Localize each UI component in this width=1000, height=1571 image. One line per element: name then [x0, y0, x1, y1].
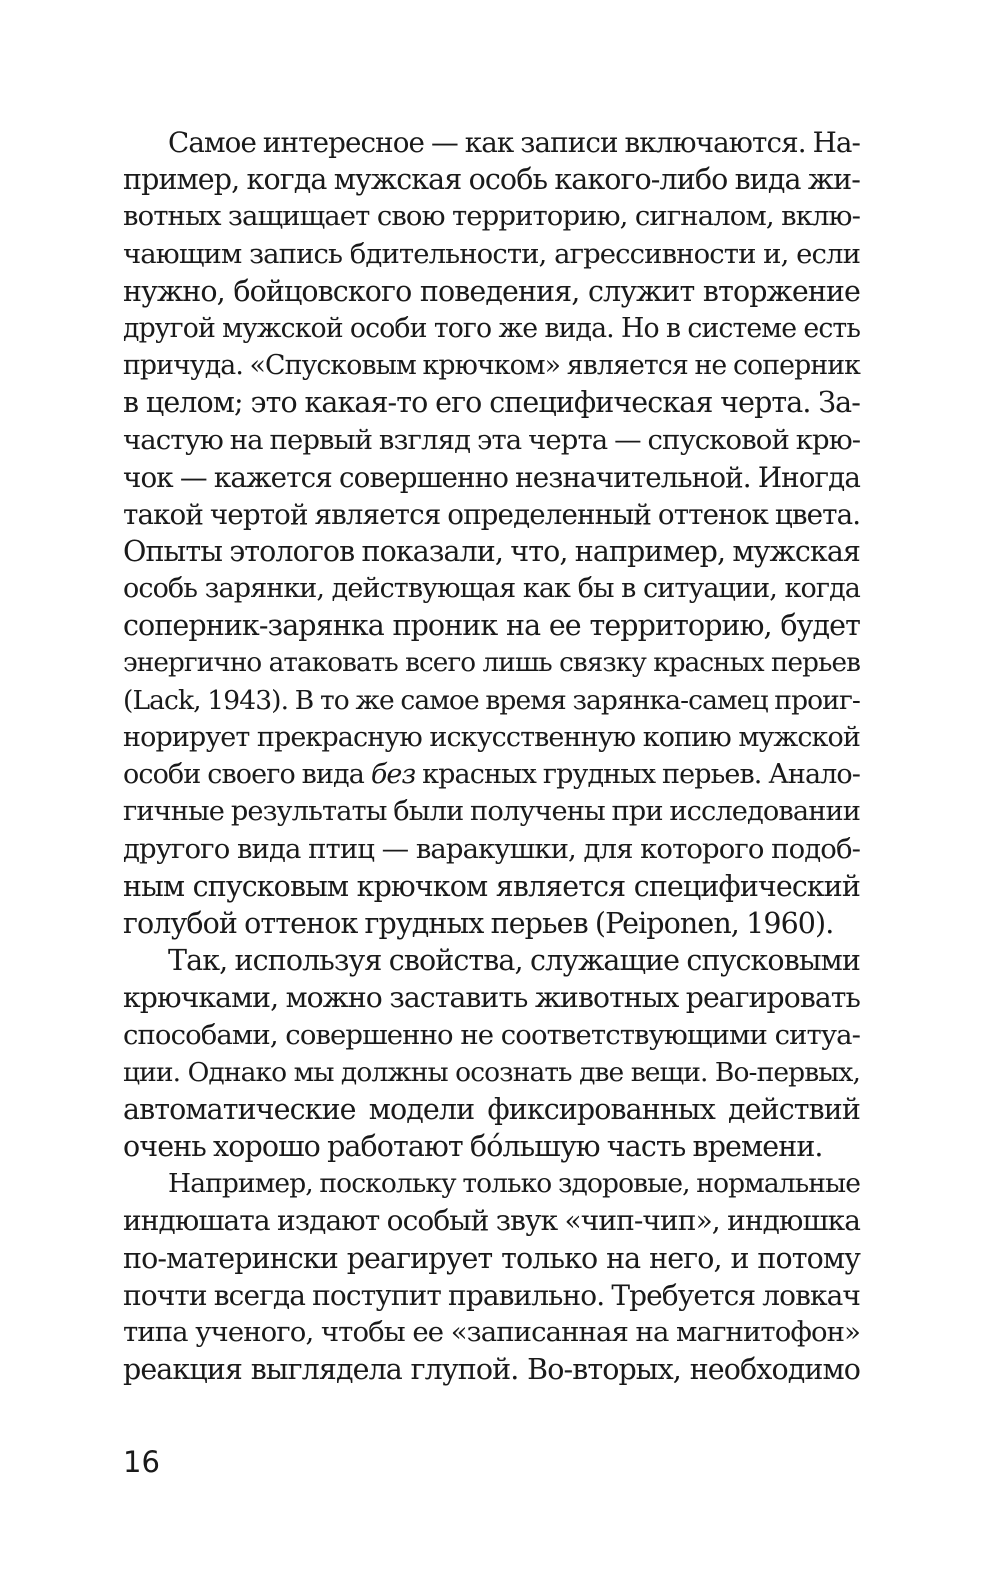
body-text [123, 124, 860, 1388]
text-line: другого вида птиц — варакушки, для которого подоб- [123, 832, 860, 865]
text-line: соперник-зарянка проник на ее территорию, будет [123, 609, 860, 643]
text-line: реакция выглядела глупой. Во-вторых, необходимо [123, 1353, 860, 1387]
text-line: чающим запись бдительности, агрессивности и, если [123, 237, 860, 270]
text-run: особи своего вида [123, 759, 371, 791]
text-line-with-italic [123, 756, 860, 793]
text-line: по-матерински реагирует только на него, и потому [123, 1241, 860, 1275]
page-number: 16 [123, 1445, 160, 1479]
text-line: почти всегда поступит правильно. Требуется ловкач [123, 1278, 860, 1312]
text-line: чок — кажется совершенно незначительной. Иногда [123, 460, 860, 494]
text-line: очень хорошо работают бóльшую часть времени. [123, 1130, 823, 1164]
text-line: (Lack, 1943). В то же самое время зарянка-самец проиг- [123, 684, 860, 716]
text-line: вотных защищает свою территорию, сигналом, вклю- [123, 200, 860, 233]
text-line: ции. Однако мы должны осознать две вещи. Во-первых, [123, 1056, 860, 1088]
text-line: пример, когда мужская особь какого-либо вида жи- [123, 163, 860, 197]
text-line: в целом; это какая-то его специфическая черта. За- [123, 386, 860, 420]
text-line: особь зарянки, действующая как бы в ситуации, когда [123, 573, 860, 605]
text-line: Например, поскольку только здоровые, нормальные [168, 1168, 860, 1200]
text-line: причуда. «Спусковым крючком» является не соперник [123, 350, 860, 382]
text-line: энергично атаковать всего лишь связку красных перьев [123, 647, 860, 678]
text-line: норирует прекрасную искусственную копию мужской [123, 722, 860, 753]
text-line: автоматические модели фиксированных действий [123, 1092, 860, 1126]
text-line: типа ученого, чтобы ее «записанная на магнитофон» [123, 1316, 860, 1348]
text-line: другой мужской особи того же вида. Но в системе есть [123, 312, 860, 344]
text-run: красных грудных перьев. Анало- [415, 759, 860, 791]
italic-emphasis: без [370, 759, 416, 791]
text-line: Самое интересное — как записи включаются. На- [168, 126, 860, 159]
text-line: Опыты этологов показали, что, например, мужская [123, 535, 860, 569]
text-line: крючками, можно заставить животных реагировать [123, 981, 860, 1015]
text-line: гичные результаты были получены при исследовании [123, 796, 860, 828]
text-line: частую на первый взгляд эта черта — спусковой крю- [123, 423, 861, 456]
text-line: голубой оттенок грудных перьев (Peiponen, 1960). [123, 906, 834, 940]
text-line: способами, совершенно не соответствующими ситуа- [123, 1018, 860, 1051]
text-line: Так, используя свойства, служащие спусковыми [168, 944, 860, 978]
text-line: индюшата издают особый звук «чип-чип», индюшка [123, 1204, 860, 1238]
text-line: нужно, бойцовского поведения, служит вторжение [123, 274, 860, 308]
text-line: такой чертой является определенный оттенок цвета. [123, 497, 861, 531]
text-line: ным спусковым крючком является специфический [123, 869, 860, 903]
